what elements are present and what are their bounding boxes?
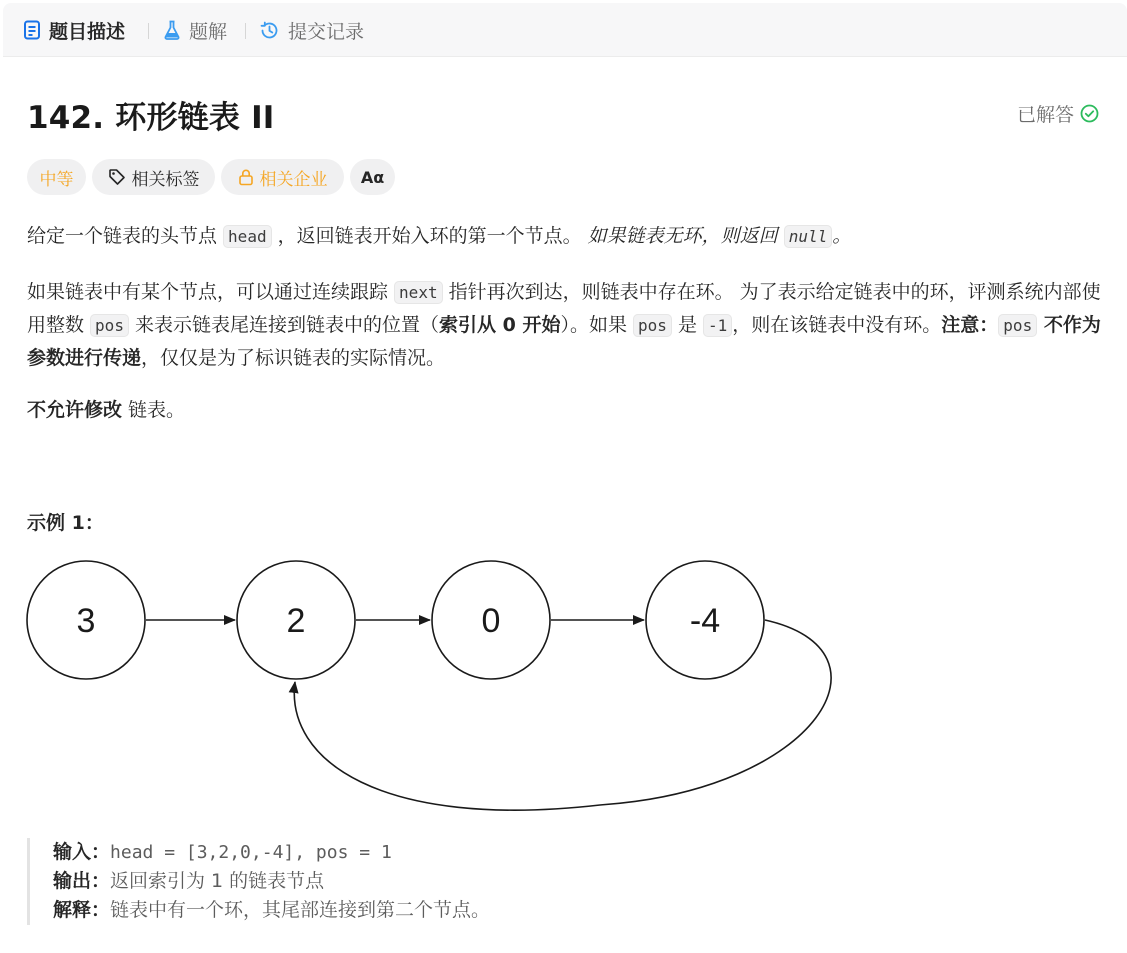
tag-icon <box>108 168 126 186</box>
italic-text: 如果链表无环，则返回 <box>587 225 784 247</box>
lock-icon <box>238 168 254 186</box>
italic-text: 。 <box>832 225 852 247</box>
tab-submissions[interactable] <box>259 3 364 57</box>
node-value: 2 <box>286 602 306 640</box>
text: 是 <box>671 314 703 336</box>
bold-text: 不作为参数进行传递 <box>27 314 1101 369</box>
explanation-label: 解释： <box>53 899 111 921</box>
output-value: 返回索引为 1 的链表节点 <box>110 870 325 892</box>
inline-code: -1 <box>703 314 732 337</box>
text: 来表示链表尾连接到链表中的位置（ <box>128 314 439 336</box>
node-value: 3 <box>76 602 96 640</box>
input-label: 输入： <box>53 841 111 863</box>
node-value: -4 <box>689 602 721 640</box>
description-paragraph-2 <box>27 276 1107 374</box>
bold-text: 注意： <box>941 314 999 336</box>
output-label: 输出： <box>53 870 111 892</box>
related-companies-label: 相关企业 <box>259 169 328 190</box>
linked-list-diagram <box>0 550 840 820</box>
example-title: 示例 1： <box>27 512 104 534</box>
bold-text: 索引从 0 开始 <box>439 314 561 336</box>
related-companies-button[interactable] <box>221 159 344 195</box>
inline-code: pos <box>90 314 129 337</box>
node-value: 0 <box>481 602 501 640</box>
text: 如果链表中有某个节点，可以通过连续跟踪 <box>27 281 395 303</box>
document-icon <box>23 20 41 40</box>
inline-code: null <box>784 225 833 248</box>
difficulty-badge <box>27 159 86 195</box>
related-tags-button[interactable] <box>92 159 215 195</box>
inline-code: next <box>394 281 443 304</box>
flask-icon <box>163 20 181 40</box>
translate-button[interactable] <box>350 159 395 195</box>
inline-code: pos <box>633 314 672 337</box>
text: ，返回链表开始入环的第一个节点。 <box>271 225 588 247</box>
check-circle-icon <box>1080 104 1099 123</box>
example-output-row <box>53 867 627 896</box>
text: ，则在该链表中没有环。 <box>732 314 942 336</box>
problem-title: 142. 环形链表 II <box>27 100 275 136</box>
solved-status <box>1017 100 1099 127</box>
tab-divider <box>245 23 246 39</box>
tab-solutions[interactable] <box>163 3 227 57</box>
inline-code: head <box>223 225 272 248</box>
text: ，仅仅是为了标识链表的实际情况。 <box>141 347 446 369</box>
example-input-row <box>53 838 627 867</box>
difficulty-label: 中等 <box>39 169 74 190</box>
solved-status-label: 已解答 <box>1017 104 1075 126</box>
input-value: head = [3,2,0,-4], pos = 1 <box>110 842 392 863</box>
related-tags-label: 相关标签 <box>131 169 200 190</box>
text: 链表。 <box>122 399 186 421</box>
text: ）。如果 <box>560 314 633 336</box>
tab-divider <box>148 23 149 39</box>
example-io-block <box>27 838 627 925</box>
tab-description-label: 题目描述 <box>49 20 126 43</box>
tab-bar <box>3 3 1127 57</box>
bold-text: 不允许修改 <box>27 399 123 421</box>
description-paragraph-1 <box>27 220 1107 253</box>
text: 给定一个链表的头节点 <box>27 225 224 247</box>
tab-submissions-label: 提交记录 <box>288 20 365 43</box>
translate-icon-label: Aα <box>360 167 385 187</box>
explanation-value: 链表中有一个环，其尾部连接到第二个节点。 <box>110 899 491 921</box>
inline-code: pos <box>998 314 1037 337</box>
text: 指针再次到达，则链表中存在环。 为了表示给定链表中的环，评测系统内部使用整数 <box>27 281 1101 336</box>
description-paragraph-3 <box>27 394 185 426</box>
example-explanation-row <box>53 896 627 925</box>
tab-solutions-label: 题解 <box>189 20 228 43</box>
tab-description[interactable] <box>23 3 125 57</box>
history-icon <box>259 20 280 41</box>
